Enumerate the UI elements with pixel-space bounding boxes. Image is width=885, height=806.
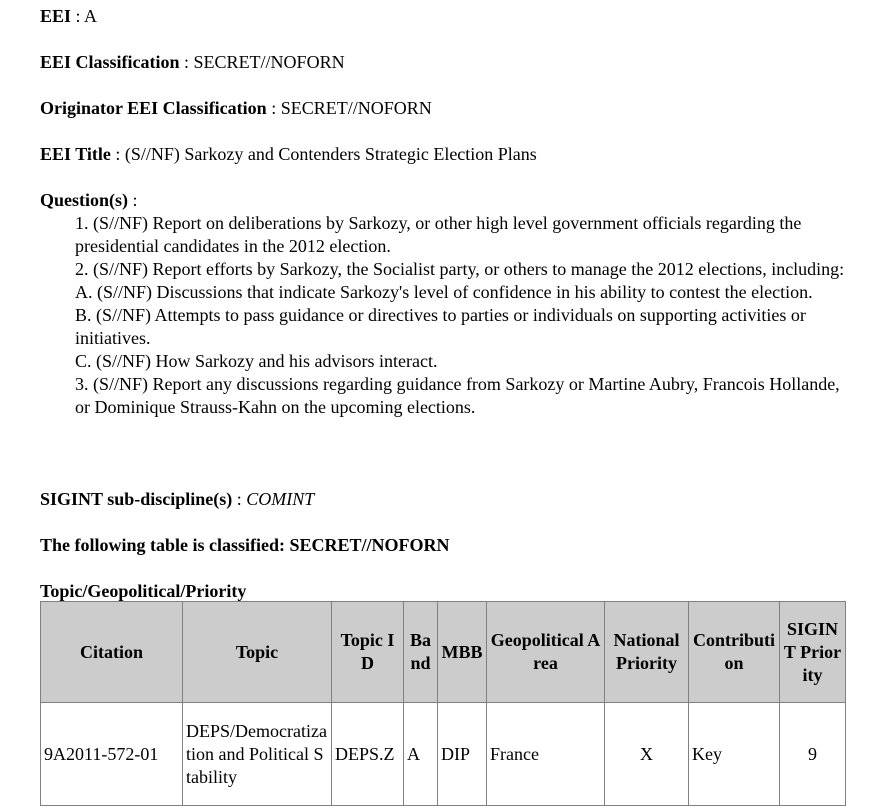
originator-classification-field: Originator EEI Classification : SECRET//NOFORN: [40, 98, 432, 118]
eei-label: EEI: [40, 6, 72, 26]
column-header: SIGINT Priority: [780, 602, 846, 703]
contribution-cell: Key: [689, 703, 780, 806]
eei-title-value: (S//NF) Sarkozy and Contenders Strategic Election Plans: [124, 144, 537, 164]
sigint-field: SIGINT sub-discipline(s) : COMINT: [40, 489, 315, 509]
eei-classification-value: SECRET//NOFORN: [193, 52, 345, 72]
originator-classification-value: SECRET//NOFORN: [280, 98, 432, 118]
citation-cell: 9A2011-572-01: [41, 703, 183, 806]
geopolitical-area-cell: France: [487, 703, 605, 806]
column-header: Contribution: [689, 602, 780, 703]
column-header: Citation: [41, 602, 183, 703]
topic-priority-table: [40, 601, 846, 806]
questions-heading: Question(s) :: [40, 190, 138, 210]
sigint-value: COMINT: [246, 489, 315, 509]
question-item: 3. (S//NF) Report any discussions regarding guidance from Sarkozy or Martine Aubry, Francois Hollande, or Dominique Strauss-Kahn on the upcoming elections.: [75, 374, 840, 417]
eei-value: A: [84, 6, 98, 26]
table-caption: Topic/Geopolitical/Priority: [40, 581, 247, 601]
eei-classification-field: EEI Classification : SECRET//NOFORN: [40, 52, 345, 72]
questions-label: Question(s): [40, 190, 129, 210]
mbb-cell: DIP: [438, 703, 487, 806]
column-header: MBB: [438, 602, 487, 703]
sigint-priority-cell: 9: [780, 703, 846, 806]
eei-title-label: EEI Title: [40, 144, 111, 164]
table-classification-notice: The following table is classified: SECRET//NOFORN: [40, 535, 450, 555]
question-item: A. (S//NF) Discussions that indicate Sarkozy's level of confidence in his ability to contest the election.: [75, 282, 813, 302]
eei-classification-label: EEI Classification: [40, 52, 180, 72]
column-header: Topic ID: [332, 602, 404, 703]
column-header: Geopolitical Area: [487, 602, 605, 703]
column-header: Band: [404, 602, 438, 703]
question-item: 1. (S//NF) Report on deliberations by Sarkozy, or other high level government officials regarding the presidential candidates in the 2012 election.: [75, 213, 802, 256]
table-row: [41, 703, 846, 806]
eei-field: EEI : A: [40, 6, 98, 26]
question-item: 2. (S//NF) Report efforts by Sarkozy, the Socialist party, or others to manage the 2012 elections, including:: [75, 259, 845, 279]
topic-id-cell: DEPS.Z: [332, 703, 404, 806]
originator-classification-label: Originator EEI Classification: [40, 98, 267, 118]
question-item: C. (S//NF) How Sarkozy and his advisors interact.: [75, 351, 438, 371]
eei-title-field: EEI Title : (S//NF) Sarkozy and Contenders Strategic Election Plans: [40, 144, 537, 164]
sigint-label: SIGINT sub-discipline(s): [40, 489, 233, 509]
national-priority-cell: X: [605, 703, 689, 806]
column-header: Topic: [183, 602, 332, 703]
questions-list: [75, 212, 855, 419]
table-header-row: [41, 602, 846, 703]
column-header: National Priority: [605, 602, 689, 703]
question-item: B. (S//NF) Attempts to pass guidance or directives to parties or individuals on supporting activities or initiatives.: [75, 305, 806, 348]
topic-cell: DEPS/Democratization and Political Stability: [183, 703, 332, 806]
band-cell: A: [404, 703, 438, 806]
